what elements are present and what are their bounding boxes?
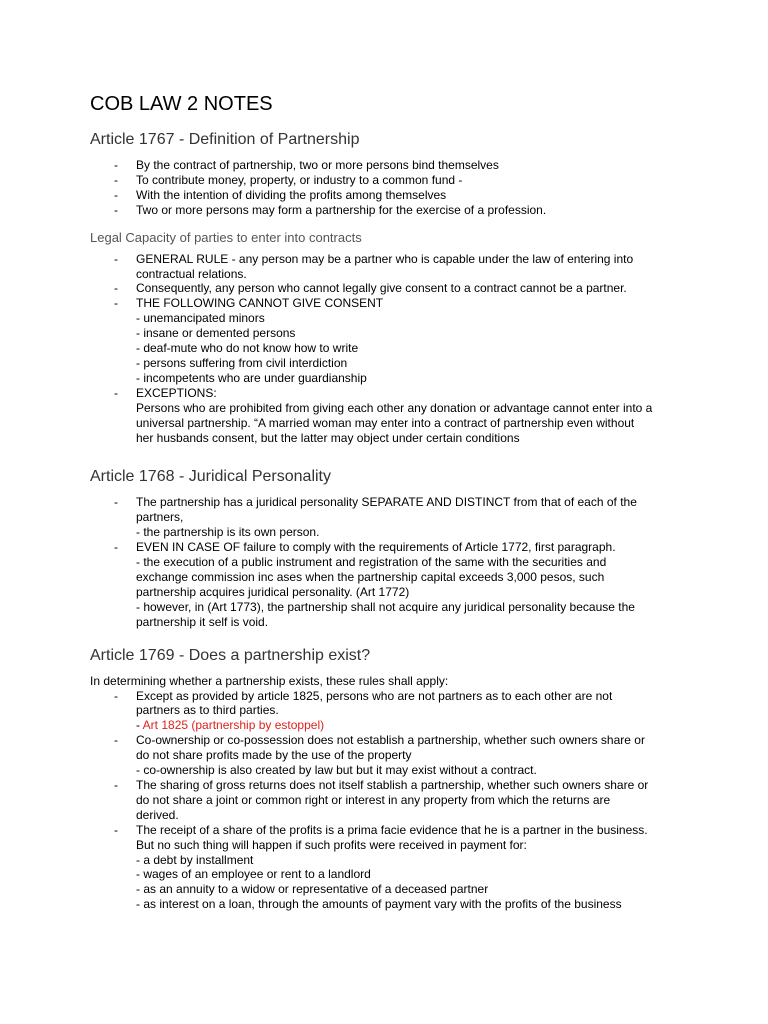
section-article-1769 [90,646,690,913]
text-line: - however, in (Art 1773), the partnership shall not acquire any juridical personality because the [136,599,635,614]
list-item [136,733,690,778]
section-heading: Article 1767 - Definition of Partnership [90,131,360,148]
text-line: partners as to third parties. [136,703,279,718]
text-line: - unemancipated minors [136,311,265,326]
section-article-1768 [90,467,690,629]
section-heading: Article 1768 - Juridical Personality [90,468,331,486]
text-line: - persons suffering from civil interdiction [136,355,348,370]
text-line: - the execution of a public instrument and registration of the same with the securities and [136,555,607,570]
juridical-list [90,495,690,629]
text-line: - as interest on a loan, through the amounts of payment vary with the profits of the business [136,897,622,912]
text-line: Persons who are prohibited from giving each other any donation or advantage cannot enter into a [136,400,653,415]
text-line: But no such thing will happen if such profits were received in payment for: [136,837,527,852]
text-line: exchange commission inc ases when the partnership capital exceeds 3,000 pesos, such [136,569,605,584]
list-item [136,386,690,446]
text-line: - EVEN IN CASE OF failure to comply with the requirements of Article 1772, first paragraph. [136,540,616,555]
text-line: - Co-ownership or co-possession does not establish a partnership, whether such owners share or [136,733,645,748]
text-line [136,718,690,733]
text-line: - a debt by installment [136,852,254,867]
text-line: - EXCEPTIONS: [136,385,217,400]
document-page [90,92,690,924]
list-item: - By the contract of partnership, two or more persons bind themselves [136,158,690,173]
text-line: - as an annuity to a widow or representative of a deceased partner [136,882,489,897]
text-line: - incompetents who are under guardianship [136,370,367,385]
text-line: partners, [136,510,184,525]
text-line: - insane or demented persons [136,326,296,341]
text-line: - The partnership has a juridical personality SEPARATE AND DISTINCT from that of each of the [136,495,637,510]
text-line: - deaf-mute who do not know how to write [136,341,359,356]
text-line: do not share a joint or common right or interest in any property from which the returns are [136,792,611,807]
list-item [136,823,690,912]
list-item [136,495,690,540]
list-item: - Two or more persons may form a partnership for the exercise of a profession. [136,203,690,218]
text-line: her husbands consent, but the latter may object under certain conditions [136,430,520,445]
text-fragment: - [136,718,143,733]
text-line: derived. [136,807,179,822]
text-line: do not share profits made by the use of the property [136,748,412,763]
text-line: partnership it self is void. [136,614,269,629]
text-line: contractual relations. [136,266,247,281]
text-line: - Except as provided by article 1825, persons who are not partners as to each other are not [136,688,613,703]
definition-list [90,158,690,218]
text-line: partnership acquires juridical personality. (Art 1772) [136,584,410,599]
text-line: - GENERAL RULE - any person may be a partner who is capable under the law of entering into [136,251,634,266]
estoppel-note: Art 1825 (partnership by estoppel) [142,718,325,733]
text-line: universal partnership. “A married woman may enter into a contract of partnership even without [136,415,635,430]
text-line: - THE FOLLOWING CANNOT GIVE CONSENT [136,296,384,311]
capacity-list [90,252,690,446]
section-heading: Article 1769 - Does a partnership exist? [90,646,371,664]
text-line: - The receipt of a share of the profits is a prima facie evidence that he is a partner in the business. [136,822,648,837]
text-line: - the partnership is its own person. [136,525,320,540]
list-item: - Consequently, any person who cannot legally give consent to a contract cannot be a partner. [136,281,690,296]
list-item: - To contribute money, property, or industry to a common fund - [136,173,690,188]
subsection-heading: Legal Capacity of parties to enter into contracts [90,229,362,245]
list-item [136,296,690,385]
list-item [136,689,690,734]
rules-list [90,689,690,913]
section-intro: In determining whether a partnership exists, these rules shall apply: [90,673,449,688]
list-item [136,778,690,823]
text-line: - wages of an employee or rent to a landlord [136,867,371,882]
list-item: - With the intention of dividing the profits among themselves [136,188,690,203]
page-title: COB LAW 2 NOTES [90,93,273,115]
text-line: - co-ownership is also created by law but but it may exist without a contract. [136,763,537,778]
text-line: - The sharing of gross returns does not itself stablish a partnership, whether such owners share or [136,778,649,792]
list-item [136,252,690,282]
list-item [136,540,690,629]
section-article-1767 [90,130,690,445]
